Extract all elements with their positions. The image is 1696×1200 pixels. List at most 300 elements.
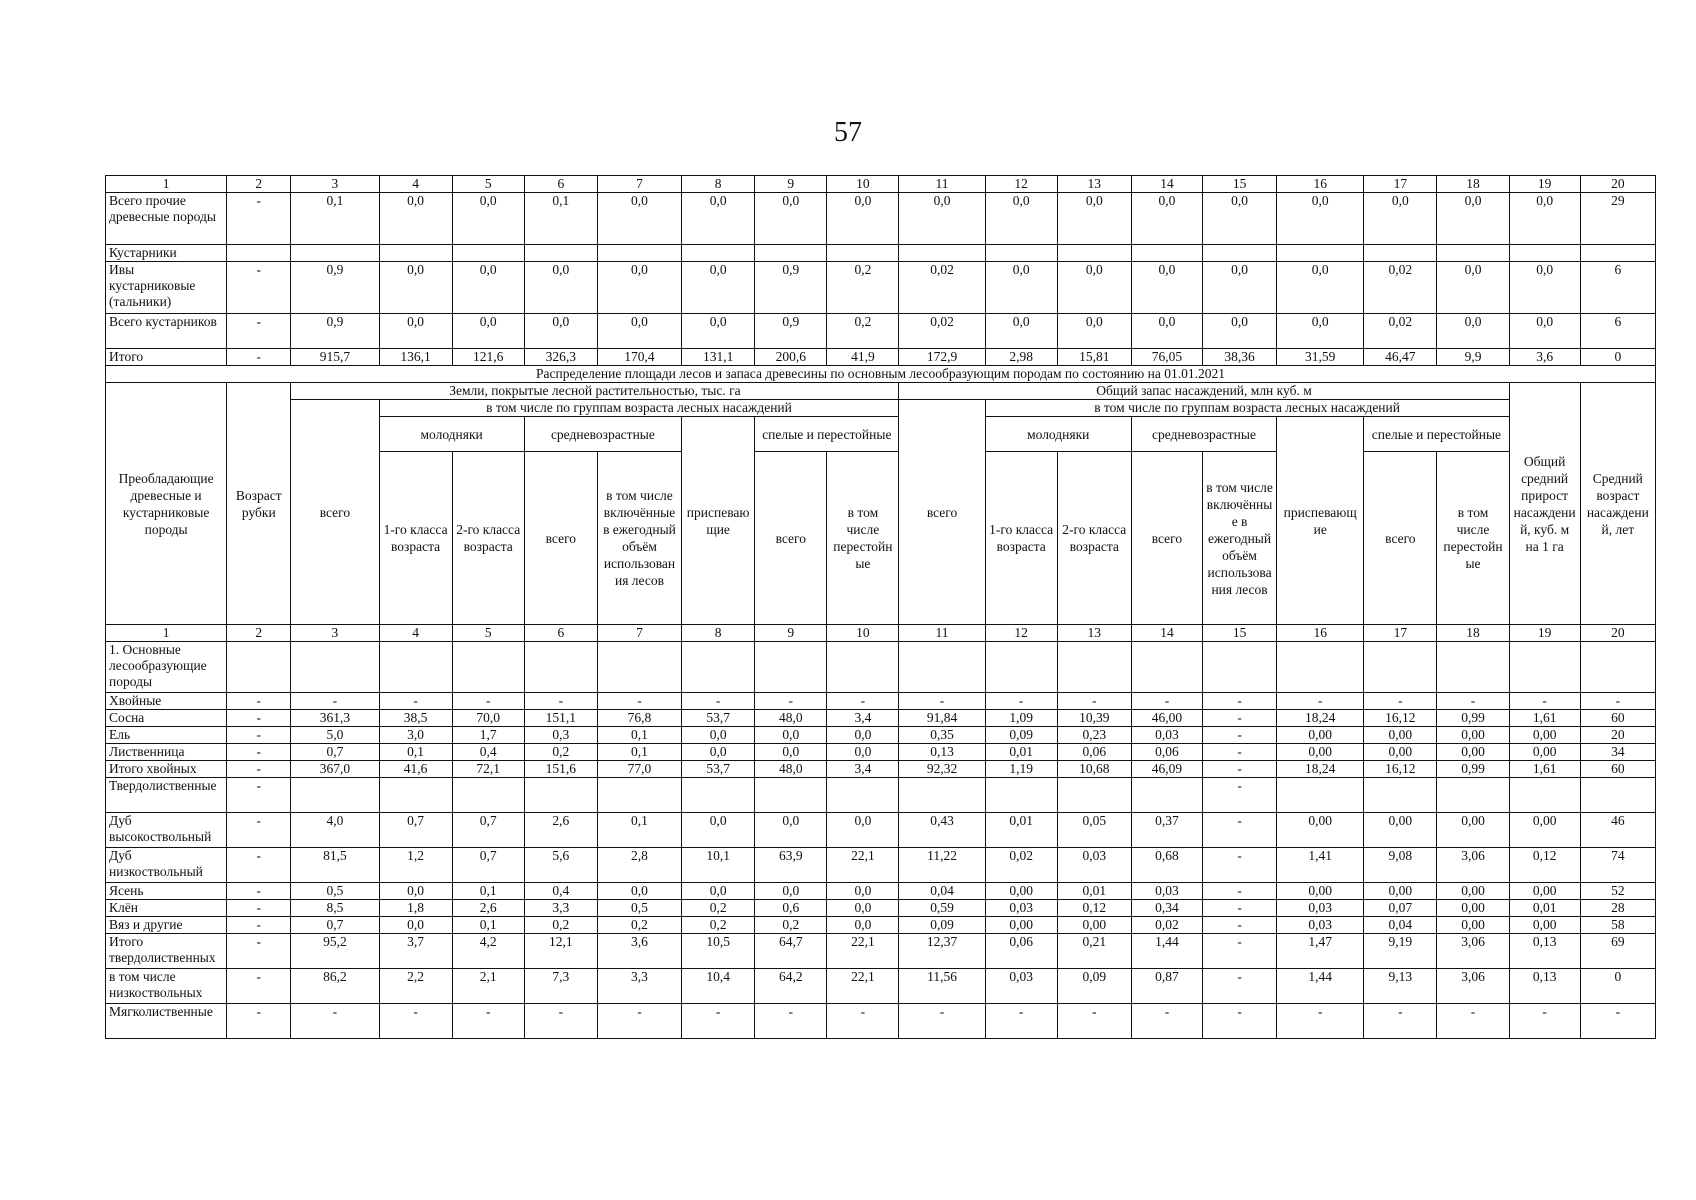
table-cell: 0,7 [291, 744, 379, 761]
table-cell: 12,1 [524, 934, 597, 969]
table-cell [682, 778, 755, 813]
table-cell: 0,02 [1131, 917, 1202, 934]
table-row [106, 917, 1656, 934]
table-cell [1509, 642, 1580, 693]
table-cell: 10,5 [682, 934, 755, 969]
table-cell: 0,00 [1437, 727, 1509, 744]
table-cell [1580, 245, 1655, 262]
table-cell: 0 [1580, 969, 1655, 1004]
table-cell: 0,02 [1364, 314, 1437, 349]
table-cell: 0,0 [452, 193, 524, 245]
table-row [106, 349, 1656, 366]
table-cell: 0,0 [682, 727, 755, 744]
species-name-cell: Итого [106, 349, 227, 366]
table-cell [985, 245, 1057, 262]
table-cell: 0,2 [524, 744, 597, 761]
table-cell: 41,9 [827, 349, 899, 366]
column-number: 5 [452, 625, 524, 642]
table-cell: 0,0 [985, 262, 1057, 314]
table-cell: 0,2 [597, 917, 681, 934]
table-cell: - [1203, 693, 1277, 710]
table-cell: 0,03 [985, 969, 1057, 1004]
table-cell: - [827, 693, 899, 710]
species-name-cell: Ивы кустарниковые (тальники) [106, 262, 227, 314]
table-cell: - [1203, 744, 1277, 761]
table-cell: 0,00 [1437, 900, 1509, 917]
table-cell: 41,6 [379, 761, 452, 778]
table-cell: 10,4 [682, 969, 755, 1004]
table-cell: 9,13 [1364, 969, 1437, 1004]
table-cell: 3,06 [1437, 848, 1509, 883]
table-row [106, 900, 1656, 917]
table-cell: 22,1 [827, 934, 899, 969]
table-cell: 0,7 [452, 848, 524, 883]
area-mature-total-header: всего [755, 452, 827, 625]
table-row [106, 883, 1656, 900]
main-table-body [106, 625, 1656, 1039]
table-cell [899, 778, 985, 813]
table-cell: 170,4 [597, 349, 681, 366]
column-number: 5 [452, 176, 524, 193]
table-row [106, 727, 1656, 744]
table-cell: - [1437, 1004, 1509, 1039]
column-number: 8 [682, 625, 755, 642]
table-cell: 31,59 [1277, 349, 1364, 366]
table-cell: 0,2 [682, 900, 755, 917]
table-cell [1203, 245, 1277, 262]
table-cell: - [682, 693, 755, 710]
table-cell: 0,0 [1057, 193, 1131, 245]
table-cell: - [227, 969, 291, 1004]
col-species-header: Преобладающие древесные и кустарниковые породы [106, 383, 227, 625]
table-cell: 0,0 [827, 193, 899, 245]
table-cell: 0,01 [985, 744, 1057, 761]
table-cell: 0,37 [1131, 813, 1202, 848]
table-cell [755, 642, 827, 693]
table-cell: 0,2 [827, 314, 899, 349]
species-name-cell: Хвойные [106, 693, 227, 710]
table-cell: 0,0 [827, 900, 899, 917]
table-cell: 2,6 [452, 900, 524, 917]
table-cell: 4,2 [452, 934, 524, 969]
table-row [106, 848, 1656, 883]
table-cell: 0,0 [379, 193, 452, 245]
table-cell: 3,3 [524, 900, 597, 917]
table-cell: 0,0 [682, 813, 755, 848]
table-cell: 0,0 [985, 314, 1057, 349]
table-cell: - [1580, 1004, 1655, 1039]
table-cell [1509, 245, 1580, 262]
column-number: 15 [1203, 625, 1277, 642]
table-cell: 9,9 [1437, 349, 1509, 366]
table-cell: 10,39 [1057, 710, 1131, 727]
column-number: 12 [985, 625, 1057, 642]
table-cell: 0,00 [1437, 917, 1509, 934]
stock-mature-header: спелые и перестойные [1364, 417, 1509, 452]
table-cell: 0,03 [985, 900, 1057, 917]
table-cell: 0,01 [1509, 900, 1580, 917]
table-cell [755, 778, 827, 813]
stock-included-header: в том числе включённые в ежегодный объём использования лесов [1203, 452, 1277, 625]
table-cell: 0,0 [827, 744, 899, 761]
column-number: 16 [1277, 176, 1364, 193]
table-cell: 0,1 [524, 193, 597, 245]
table-cell: - [452, 693, 524, 710]
column-number: 7 [597, 625, 681, 642]
table-cell: 0,0 [1277, 314, 1364, 349]
col-avg-age-header: Средний возраст насаждений, лет [1580, 383, 1655, 625]
table-cell: - [524, 1004, 597, 1039]
table-cell: 3,3 [597, 969, 681, 1004]
table-cell: 0,0 [682, 314, 755, 349]
table-cell: - [1277, 693, 1364, 710]
column-number: 3 [291, 176, 379, 193]
table-cell: 0,0 [827, 727, 899, 744]
table-cell: 0,0 [827, 883, 899, 900]
table-cell: 0,00 [985, 883, 1057, 900]
table-cell: 136,1 [379, 349, 452, 366]
column-number: 10 [827, 625, 899, 642]
table-cell: 0,0 [682, 262, 755, 314]
table-cell: 0,00 [1057, 917, 1131, 934]
table-cell [1057, 245, 1131, 262]
table-cell: - [682, 1004, 755, 1039]
stock-overmature-header: в том числе перестойные [1437, 452, 1509, 625]
species-name-cell: Клён [106, 900, 227, 917]
table-cell: 0,9 [291, 262, 379, 314]
table-cell: 131,1 [682, 349, 755, 366]
column-number-row [106, 625, 1656, 642]
area-young-header: молодняки [379, 417, 524, 452]
column-number: 8 [682, 176, 755, 193]
table-cell: - [1203, 900, 1277, 917]
table-cell: - [1057, 693, 1131, 710]
area-class1-header: 1-го класса возраста [379, 452, 452, 625]
table-cell: 0,4 [524, 883, 597, 900]
species-name-cell: Мягколиственные [106, 1004, 227, 1039]
table-cell [291, 245, 379, 262]
table-cell: 0,00 [1509, 813, 1580, 848]
table-cell: - [227, 934, 291, 969]
table-cell [227, 642, 291, 693]
table-cell [985, 642, 1057, 693]
table-cell: 0,0 [985, 193, 1057, 245]
table-cell: 86,2 [291, 969, 379, 1004]
table-cell: 0,59 [899, 900, 985, 917]
table-cell [1364, 245, 1437, 262]
table-cell: - [1203, 848, 1277, 883]
table-cell [379, 642, 452, 693]
table-cell: 0,6 [755, 900, 827, 917]
table-cell: - [227, 727, 291, 744]
table-cell: 0,09 [1057, 969, 1131, 1004]
table-cell [1277, 642, 1364, 693]
table-cell: 0,0 [755, 727, 827, 744]
table-cell: 1,47 [1277, 934, 1364, 969]
table-cell: 81,5 [291, 848, 379, 883]
table-cell: 0,00 [1509, 727, 1580, 744]
table-cell [291, 642, 379, 693]
table-cell: 0,00 [1277, 727, 1364, 744]
species-name-cell: Ясень [106, 883, 227, 900]
species-name-cell: Ель [106, 727, 227, 744]
table-cell: 0,68 [1131, 848, 1202, 883]
table-cell: 121,6 [452, 349, 524, 366]
table-cell: 0,13 [899, 744, 985, 761]
table-cell: 46 [1580, 813, 1655, 848]
table-cell: - [1203, 761, 1277, 778]
table-cell: 0,0 [755, 813, 827, 848]
table-cell: 10,68 [1057, 761, 1131, 778]
area-group-header: Земли, покрытые лесной растительностью, тыс. га [291, 383, 899, 400]
table-cell: 0,02 [899, 262, 985, 314]
species-name-cell: в том числе низкоствольных [106, 969, 227, 1004]
table-cell: 0,0 [1057, 262, 1131, 314]
stock-by-age-header: в том числе по группам возраста лесных насаждений [985, 400, 1509, 417]
table-cell: - [524, 693, 597, 710]
column-number: 17 [1364, 176, 1437, 193]
table-row [106, 1004, 1656, 1039]
table-cell: 48,0 [755, 761, 827, 778]
species-name-cell: Всего кустарников [106, 314, 227, 349]
table-cell [524, 778, 597, 813]
table-cell: 0,0 [379, 917, 452, 934]
col-age-header: Возраст рубки [227, 383, 291, 625]
table-cell: 1,44 [1131, 934, 1202, 969]
species-name-cell: 1. Основные лесообразующие породы [106, 642, 227, 693]
table-cell: 58 [1580, 917, 1655, 934]
table-cell [827, 245, 899, 262]
table-cell: 0,99 [1437, 761, 1509, 778]
table-cell: 0,0 [452, 262, 524, 314]
table-cell: 12,37 [899, 934, 985, 969]
table-cell: 1,44 [1277, 969, 1364, 1004]
stock-ripening-header: приспевающие [1277, 417, 1364, 625]
table-cell: 53,7 [682, 761, 755, 778]
table-cell: 0,3 [524, 727, 597, 744]
table-cell: - [1131, 1004, 1202, 1039]
column-number: 3 [291, 625, 379, 642]
table-cell: 1,61 [1509, 710, 1580, 727]
column-number: 7 [597, 176, 681, 193]
column-number: 6 [524, 176, 597, 193]
table-row [106, 642, 1656, 693]
table-cell: 0,02 [899, 314, 985, 349]
table-cell: - [227, 710, 291, 727]
table-cell: 0,0 [682, 193, 755, 245]
table-cell: 0,0 [597, 262, 681, 314]
column-number: 19 [1509, 625, 1580, 642]
table-cell: - [1509, 1004, 1580, 1039]
table-cell: 3,4 [827, 761, 899, 778]
table-cell: 38,5 [379, 710, 452, 727]
table-cell: - [755, 1004, 827, 1039]
table-cell: 0,04 [1364, 917, 1437, 934]
table-cell [1057, 642, 1131, 693]
table-cell [682, 245, 755, 262]
table-cell: 0,07 [1364, 900, 1437, 917]
table-cell: 0,35 [899, 727, 985, 744]
table-row [106, 314, 1656, 349]
area-included-header: в том числе включённые в ежегодный объём использования лесов [597, 452, 681, 625]
table-cell: 22,1 [827, 969, 899, 1004]
table-cell: 16,12 [1364, 761, 1437, 778]
table-cell: 151,1 [524, 710, 597, 727]
table-cell [597, 642, 681, 693]
table-cell: 0 [1580, 349, 1655, 366]
stock-class1-header: 1-го класса возраста [985, 452, 1057, 625]
table-cell: 0,0 [1364, 193, 1437, 245]
table-cell [755, 245, 827, 262]
table-cell: 9,19 [1364, 934, 1437, 969]
table-cell: 0,1 [379, 744, 452, 761]
table-cell: 0,9 [291, 314, 379, 349]
table-cell: 0,0 [1131, 193, 1202, 245]
table-cell: - [227, 848, 291, 883]
table-cell: - [291, 1004, 379, 1039]
table-cell [379, 245, 452, 262]
table-cell [1364, 778, 1437, 813]
table-cell: 72,1 [452, 761, 524, 778]
table-cell: 3,06 [1437, 969, 1509, 1004]
table-cell: 0,06 [985, 934, 1057, 969]
column-number: 13 [1057, 176, 1131, 193]
table-cell [597, 245, 681, 262]
table-cell: 0,00 [1277, 744, 1364, 761]
table-cell: 0,0 [524, 314, 597, 349]
table-cell: 0,03 [1277, 900, 1364, 917]
table-cell [291, 778, 379, 813]
table-cell: - [227, 917, 291, 934]
table-cell: 151,6 [524, 761, 597, 778]
table-cell: 3,0 [379, 727, 452, 744]
table-cell: 326,3 [524, 349, 597, 366]
forest-table [105, 175, 1656, 1039]
table-cell [1277, 245, 1364, 262]
table-cell: - [1203, 1004, 1277, 1039]
top-table-body [106, 176, 1656, 366]
table-cell: 0,13 [1509, 969, 1580, 1004]
table-cell: 0,23 [1057, 727, 1131, 744]
table-cell: 0,2 [524, 917, 597, 934]
table-cell: 10,1 [682, 848, 755, 883]
table-cell: 0,0 [1203, 262, 1277, 314]
column-number: 19 [1509, 176, 1580, 193]
table-cell: - [1057, 1004, 1131, 1039]
table-cell: 8,5 [291, 900, 379, 917]
column-number: 12 [985, 176, 1057, 193]
table-cell [1131, 245, 1202, 262]
table-cell: 2,8 [597, 848, 681, 883]
table-cell: 0,0 [1203, 314, 1277, 349]
table-cell: 5,0 [291, 727, 379, 744]
table-cell: 6 [1580, 314, 1655, 349]
column-number: 2 [227, 625, 291, 642]
table-cell: 0,12 [1057, 900, 1131, 917]
table-cell: 52 [1580, 883, 1655, 900]
table-cell: 915,7 [291, 349, 379, 366]
table-cell [1131, 642, 1202, 693]
table-cell: - [597, 1004, 681, 1039]
table-cell: 0,00 [1509, 744, 1580, 761]
species-name-cell: Дуб низкоствольный [106, 848, 227, 883]
table-cell: - [1580, 693, 1655, 710]
table-cell: 0,12 [1509, 848, 1580, 883]
table-cell: 0,9 [755, 262, 827, 314]
table-cell [452, 778, 524, 813]
table-cell: - [985, 1004, 1057, 1039]
table-cell: 0,0 [755, 883, 827, 900]
column-number: 18 [1437, 625, 1509, 642]
table-cell: 0,09 [899, 917, 985, 934]
table-cell: 0,0 [379, 314, 452, 349]
table-cell: 0,0 [524, 262, 597, 314]
table-cell: 3,6 [597, 934, 681, 969]
table-cell: 200,6 [755, 349, 827, 366]
table-cell: 18,24 [1277, 761, 1364, 778]
table-cell: 46,47 [1364, 349, 1437, 366]
table-row [106, 245, 1656, 262]
table-cell [899, 642, 985, 693]
table-cell: 0,0 [1277, 262, 1364, 314]
column-number: 2 [227, 176, 291, 193]
table-cell: 0,34 [1131, 900, 1202, 917]
table-cell: - [755, 693, 827, 710]
table-row [106, 744, 1656, 761]
table-cell: 1,09 [985, 710, 1057, 727]
table-cell [1509, 778, 1580, 813]
table-cell: 0,0 [1203, 193, 1277, 245]
table-cell: 0,7 [291, 917, 379, 934]
table-cell: 0,1 [597, 727, 681, 744]
table-cell: 361,3 [291, 710, 379, 727]
table-cell: 0,00 [1364, 813, 1437, 848]
table-cell: 0,7 [452, 813, 524, 848]
column-number: 6 [524, 625, 597, 642]
table-cell: - [1364, 1004, 1437, 1039]
table-cell: 92,32 [899, 761, 985, 778]
area-middle-header: средневозрастные [524, 417, 681, 452]
table-row [106, 710, 1656, 727]
table-cell: - [227, 693, 291, 710]
table-cell: - [1364, 693, 1437, 710]
table-cell: 60 [1580, 710, 1655, 727]
table-cell: 5,6 [524, 848, 597, 883]
table-cell [452, 642, 524, 693]
table-cell: 4,0 [291, 813, 379, 848]
column-number: 4 [379, 176, 452, 193]
table-cell: 46,00 [1131, 710, 1202, 727]
table-cell: 0,03 [1131, 883, 1202, 900]
table-cell: 0,0 [1509, 262, 1580, 314]
table-cell: - [227, 813, 291, 848]
table-cell: 9,08 [1364, 848, 1437, 883]
species-name-cell: Всего прочие древесные породы [106, 193, 227, 245]
column-number: 9 [755, 625, 827, 642]
table-cell: 0,02 [1364, 262, 1437, 314]
table-cell: 2,98 [985, 349, 1057, 366]
table-cell: 2,6 [524, 813, 597, 848]
table-cell: 0,1 [452, 917, 524, 934]
table-cell: 3,7 [379, 934, 452, 969]
table-cell [899, 245, 985, 262]
species-name-cell: Твердолиственные [106, 778, 227, 813]
area-class2-header: 2-го класса возраста [452, 452, 524, 625]
table-cell: 1,7 [452, 727, 524, 744]
table-cell: 0,99 [1437, 710, 1509, 727]
column-number: 17 [1364, 625, 1437, 642]
table-cell: 0,0 [597, 314, 681, 349]
